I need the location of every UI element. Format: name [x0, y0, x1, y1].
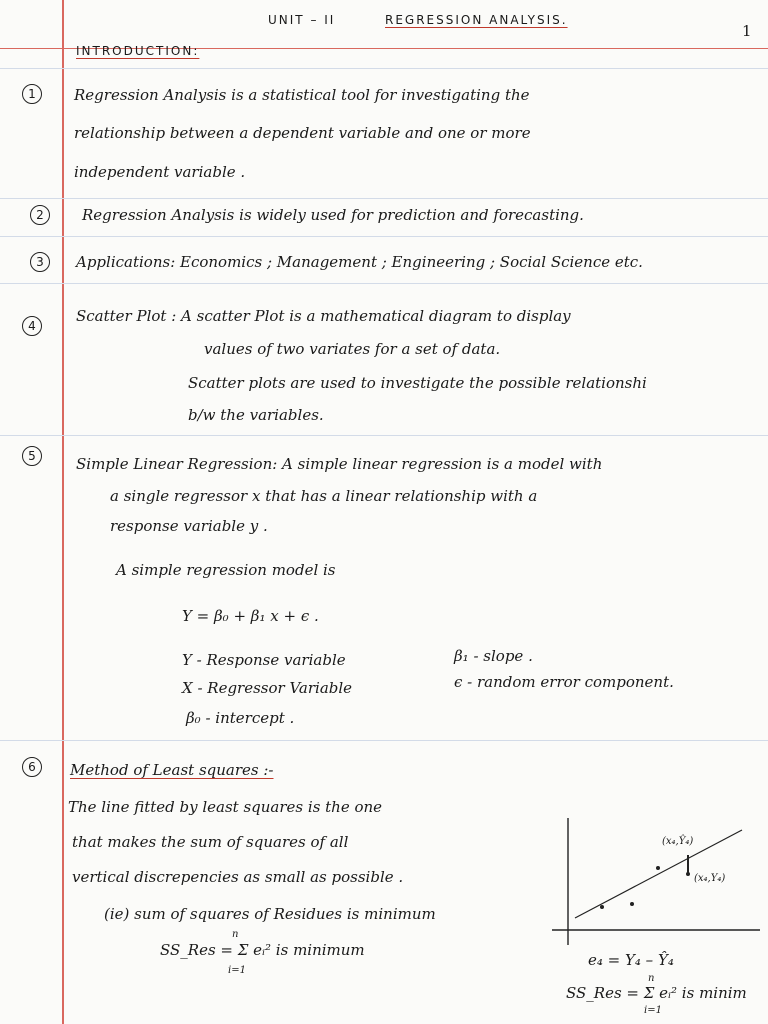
page-mark: 1 [742, 22, 752, 40]
point-number: 6 [22, 757, 42, 777]
point-text: Regression Analysis is a statistical tool for investigating the [74, 86, 530, 104]
point-text: Y - Response variable [182, 651, 346, 669]
point-text: β₀ - intercept . [186, 709, 295, 727]
point-text: a single regressor x that has a linear relationship with a [110, 487, 538, 505]
data-point [600, 905, 604, 909]
data-point [630, 902, 634, 906]
point-number: 2 [30, 205, 50, 225]
data-point [686, 872, 690, 876]
fitted-point-label: (x₄,Ŷ₄) [662, 836, 694, 847]
point-text: vertical discrepencies as small as possible . [72, 868, 404, 886]
ss-res-formula: SS_Res = Σ eᵢ² is minimum [160, 941, 365, 959]
point-number: 4 [22, 316, 42, 336]
point-text: relationship between a dependent variable and one or more [74, 124, 531, 142]
point-text: Regression Analysis is widely used for prediction and forecasting. [82, 206, 584, 224]
point-text: A simple regression model is [116, 561, 336, 579]
point-text: β₁ - slope . [454, 647, 533, 665]
sum-lower-limit: i=1 [228, 965, 246, 976]
regression-equation: Y = β₀ + β₁ x + ϵ . [182, 607, 319, 625]
point-number: 5 [22, 446, 42, 466]
sum-upper-limit: n [232, 929, 239, 940]
residual-formula: e₄ = Y₄ – Ŷ₄ [588, 951, 674, 969]
point-text: values of two variates for a set of data. [204, 340, 501, 358]
observed-point-label: (x₄,Y₄) [694, 873, 726, 884]
page-title: REGRESSION ANALYSIS. [385, 13, 568, 27]
sum-upper-limit: n [648, 973, 655, 984]
unit-heading: UNIT – II [268, 13, 336, 27]
subheading: Method of Least squares :- [70, 761, 274, 779]
point-text: Scatter Plot : A scatter Plot is a mathematical diagram to display [76, 307, 571, 325]
data-point [656, 866, 660, 870]
point-text: response variable y . [110, 517, 268, 535]
point-text: X - Regressor Variable [182, 679, 353, 697]
sum-lower-limit: i=1 [644, 1005, 662, 1016]
point-number: 1 [22, 84, 42, 104]
section-heading: INTRODUCTION: [76, 44, 200, 58]
point-text: Simple Linear Regression: A simple linear regression is a model with [76, 455, 603, 473]
ss-res-formula-right: SS_Res = Σ eᵢ² is minim [566, 984, 747, 1002]
point-text: b/w the variables. [188, 406, 324, 424]
point-text: The line fitted by least squares is the one [68, 798, 383, 816]
point-text: independent variable . [74, 163, 246, 181]
point-text: that makes the sum of squares of all [72, 833, 349, 851]
point-number: 3 [30, 252, 50, 272]
point-text: ϵ - random error component. [454, 673, 674, 691]
point-text: Scatter plots are used to investigate the possible relationshi [188, 374, 647, 392]
point-text: (ie) sum of squares of Residues is minimum [104, 905, 436, 923]
point-text: Applications: Economics ; Management ; Engineering ; Social Science etc. [76, 253, 643, 271]
